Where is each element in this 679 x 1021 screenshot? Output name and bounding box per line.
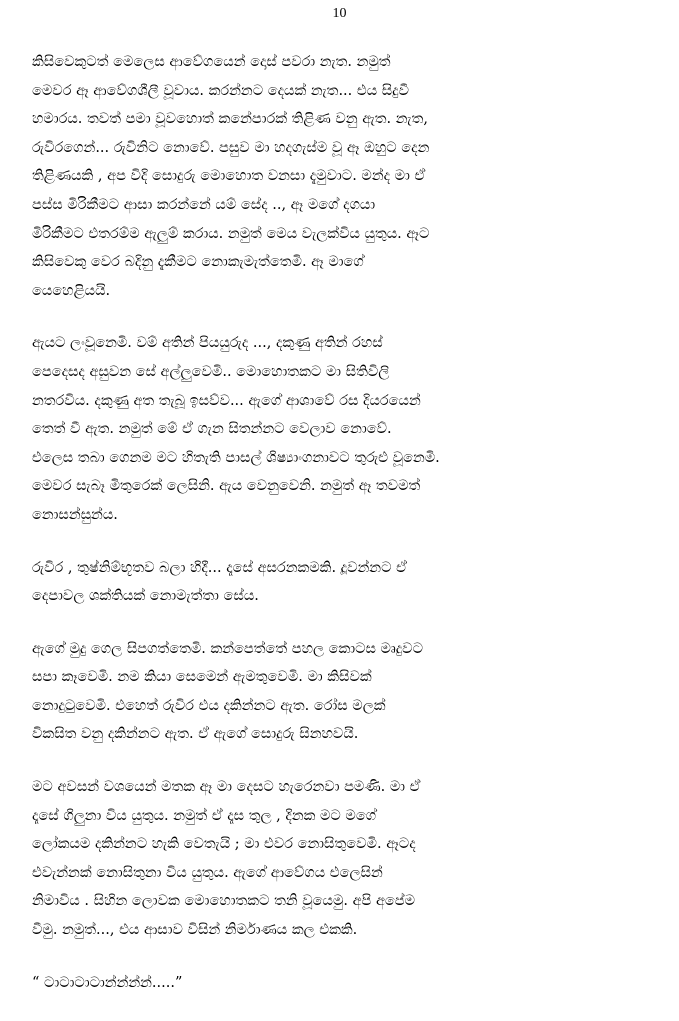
text-line: දෙපාවල ශක්තියක් නොමැත්තා සේය.	[32, 588, 259, 605]
text-line: තිළිණයකි , අප විදි සොදුරු මොහොත වනසා දැමුවාට. මන්ද මා ඒ	[32, 168, 426, 185]
text-line: නොසන්සුන්ය.	[32, 506, 118, 523]
paragraph-6	[32, 969, 650, 998]
text-line: එවැන්නක් නොසිතුනා විය යුතුය. ඇගේ ආවේගය එලෙසින්	[32, 864, 383, 881]
text-line: විකසිත වනු දකින්නට ඇත. ඒ ඇගේ සොදුරු සිනහවයි.	[32, 726, 359, 743]
page-number: 10	[332, 6, 347, 21]
text-line: නිමාවිය . සිහින ලොවක මොහොතකට තනි වූයෙමු. අපි අපේම	[32, 893, 416, 910]
text-line: “ ටාටාටාටාන්න්න්න්.....”	[32, 974, 183, 991]
paragraph-2	[32, 329, 650, 529]
text-line: නොදුටුවෙමි. එහෙත් රුවිර එය දකින්නට ඇත. රෝස මලක්	[32, 697, 386, 714]
paragraph-1	[32, 48, 650, 305]
text-line: තෙත් වී ඇත. නමුත් මේ ඒ ගැන සිතන්නට වෙලාව නොවේ.	[32, 421, 392, 438]
text-line: පෙදෙසද අසුවන සේ අල්ලුවෙමි.. මොහොතකට මා සිතිවිලි	[32, 363, 390, 380]
text-line: දෑසේ ගිලුනා විය යුතුය. නමුත් ඒ දෑස තුල , දිනක මට මගේ	[32, 807, 377, 824]
text-line: ඇයට ලංවූනෙමි. වම් අතින් පියයුරුද ..., දකුණු අතින් රහස්	[32, 335, 383, 352]
text-line: හමාරය. තවත් පමා වූවහොත් කනේපාරක් තිළිණ වනු ඇත. නැත,	[32, 111, 428, 128]
text-line: ලෝකයම දකින්නට හැකි වෙතැයි ; මා එවර නොසිතුවෙමි. ඈටද	[32, 836, 416, 853]
text-line: එලෙස තබා ගෙනම මට හිතැති පාසල් ශිෂ්‍යාංගනාවට තුරුළු වූනෙමි.	[32, 449, 440, 466]
text-line: සපා කෑවෙමි. නම කියා සෙමෙන් ඇමතුවෙමි. මා කිසිවක්	[32, 669, 372, 686]
text-line: මට අවසන් වශයෙන් මතක ඈ මා දෙසට හැරෙනවා පමණි. මා ඒ	[32, 779, 421, 796]
text-line: මෙවර සැබෑ මිතුරෙක් ලෙසිනි. ඇය වෙනුවෙනි. නමුත් ඈ තවමත්	[32, 478, 421, 495]
text-line: රුවිරගෙන්... රුවිනිට නොවේ. පසුව මා හදගැස්ම වූ ඈ ඔහුට දෙන	[32, 139, 430, 156]
paragraph-4	[32, 635, 650, 749]
text-line: මිරිකීමට එතරම්ම ඇලුම් කරාය. නමුත් මෙය වැලක්විය යුතුය. ඈට	[32, 225, 430, 242]
text-line: වීමු. නමුත්..., එය ආසාව විසින් නිර්මාණය කල එකකි.	[32, 922, 358, 939]
text-line: පස්ස මිරිකීමට ආසා කරන්නේ යම් සේද .., ඈ මගේ දගයා	[32, 196, 376, 213]
paragraph-3	[32, 554, 650, 611]
text-line: කිසිවෙකු වෙර බදිනු දැකීමට නොකැමැත්තෙමි. ඈ මාගේ	[32, 254, 364, 271]
text-line: යෙහෙළියයි.	[32, 282, 111, 299]
text-line: රුවිර , තුෂ්නිම්භූතව බලා හිදී... දෑසේ අසරනකමකි. දූවන්නට ඒ	[32, 559, 407, 576]
page-body	[32, 48, 650, 1021]
text-line: කිසිවෙකුටත් මෙලෙස ආවේගයෙන් දොස් පවරා නැත. නමුත්	[32, 54, 391, 70]
text-line: ඇගේ මුදු ගෙල සිපගත්තෙමි. කන්පෙත්තේ පහල කොටස මෘදුවට	[32, 640, 424, 657]
text-line: නතරවිය. දකුණු අත තැබූ ඉසව්ව... ඇගේ ආශාවේ රස දියරයෙන්	[32, 392, 421, 409]
paragraph-5	[32, 773, 650, 945]
text-line: මෙවර ඈ ආවේගශීලී වූවාය. කරන්නට දෙයක් නැත... එය සිදුවී	[32, 82, 410, 99]
